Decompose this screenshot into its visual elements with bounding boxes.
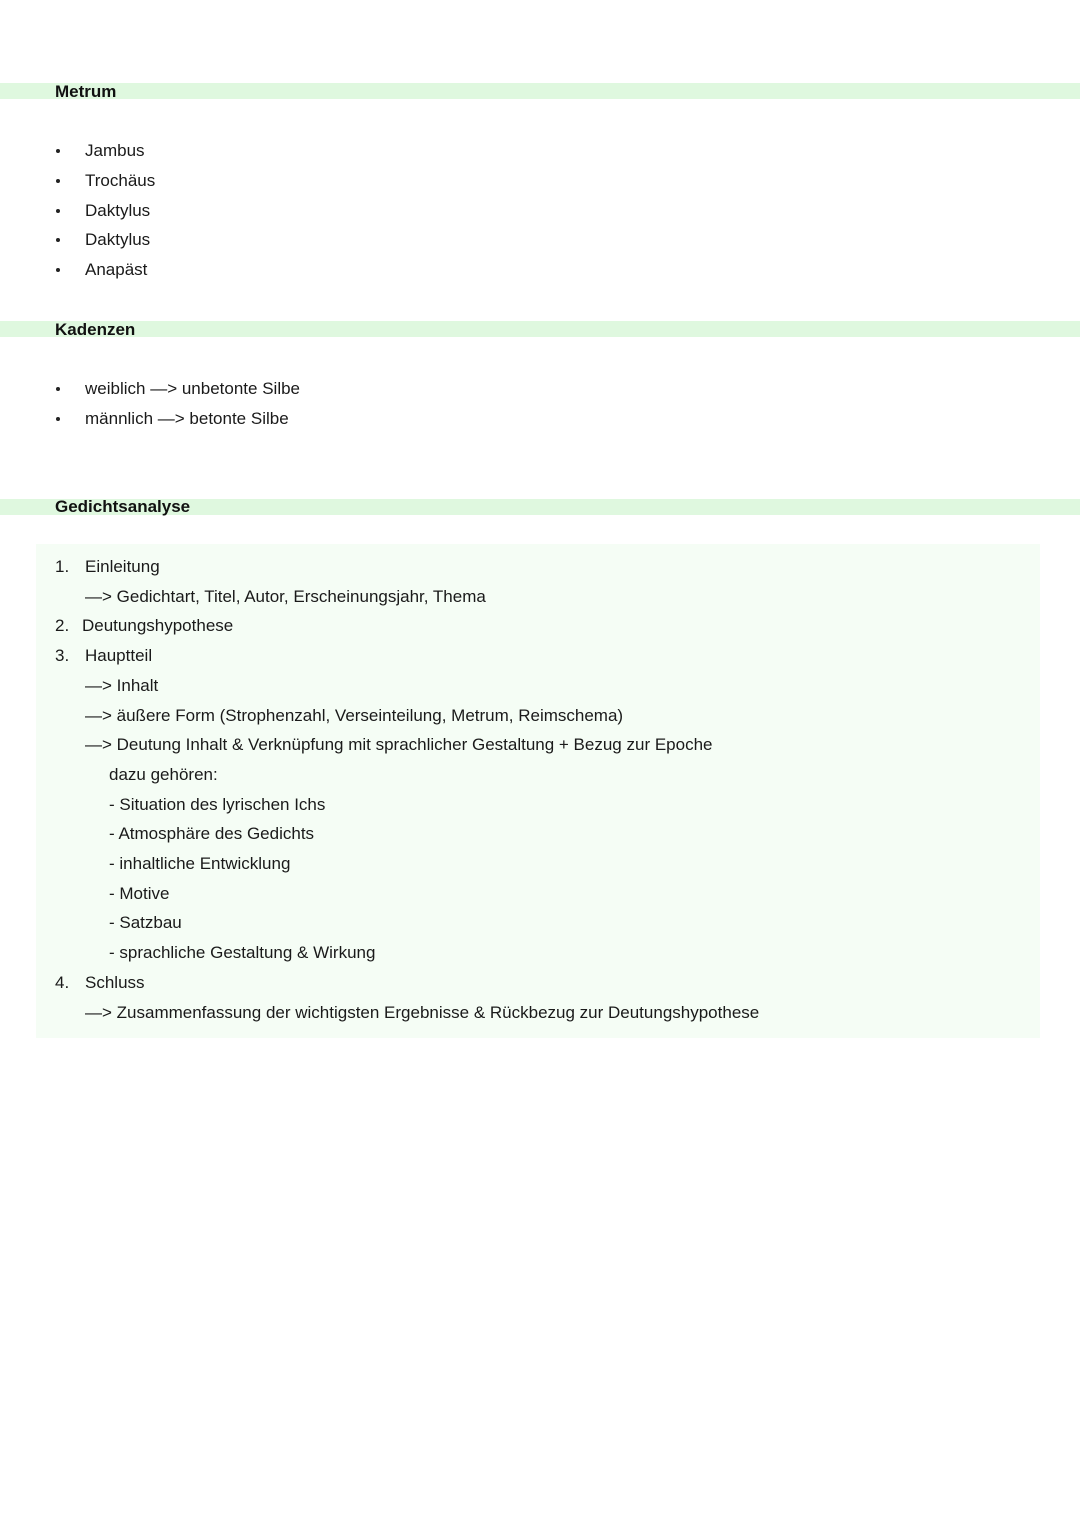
kadenzen-list <box>55 379 300 439</box>
step-detail: —> Gedichtart, Titel, Autor, Erscheinungsjahr, Thema <box>85 587 486 606</box>
step-title: Hauptteil <box>85 646 153 665</box>
step-title: Deutungshypothese <box>82 616 234 635</box>
kadenzen-heading: Kadenzen <box>55 320 136 339</box>
sub-item: - inhaltliche Entwicklung <box>109 854 291 873</box>
bullet-icon <box>56 417 60 421</box>
kadenzen-heading-band <box>0 321 1080 337</box>
step-title: Einleitung <box>85 557 160 576</box>
metrum-heading: Metrum <box>55 82 117 101</box>
sub-item: - Motive <box>109 884 170 903</box>
step-detail: —> Inhalt <box>85 676 159 695</box>
sub-item: - Situation des lyrischen Ichs <box>109 795 326 814</box>
list-item: Jambus <box>55 141 155 171</box>
step-number: 4. <box>55 973 70 992</box>
list-item: Daktylus <box>55 201 155 231</box>
metrum-list <box>55 141 155 290</box>
step-detail: —> Deutung Inhalt & Verknüpfung mit sprachlicher Gestaltung + Bezug zur Epoche <box>85 735 713 754</box>
step-detail: —> äußere Form (Strophenzahl, Verseinteilung, Metrum, Reimschema) <box>85 706 624 725</box>
sub-item: - Satzbau <box>109 913 182 932</box>
bullet-icon <box>56 238 60 242</box>
metrum-heading-band <box>0 83 1080 99</box>
gedichtsanalyse-heading: Gedichtsanalyse <box>55 497 191 516</box>
list-item: Anapäst <box>55 260 155 290</box>
list-item: Daktylus <box>55 230 155 260</box>
step-detail: —> Zusammenfassung der wichtigsten Ergebnisse & Rückbezug zur Deutungshypothese <box>85 1003 760 1022</box>
sub-item: - sprachliche Gestaltung & Wirkung <box>109 943 376 962</box>
list-item: weiblich —> unbetonte Silbe <box>55 379 300 409</box>
bullet-icon <box>56 268 60 272</box>
list-item: männlich —> betonte Silbe <box>55 409 300 439</box>
bullet-icon <box>56 179 60 183</box>
step-number: 3. <box>55 646 70 665</box>
step-number: 1. <box>55 557 70 576</box>
sub-item: - Atmosphäre des Gedichts <box>109 824 315 843</box>
list-item: Trochäus <box>55 171 155 201</box>
step-number: 2. <box>55 616 70 635</box>
bullet-icon <box>56 209 60 213</box>
bullet-icon <box>56 149 60 153</box>
sub-intro: dazu gehören: <box>109 765 218 784</box>
bullet-icon <box>56 387 60 391</box>
step-title: Schluss <box>85 973 145 992</box>
